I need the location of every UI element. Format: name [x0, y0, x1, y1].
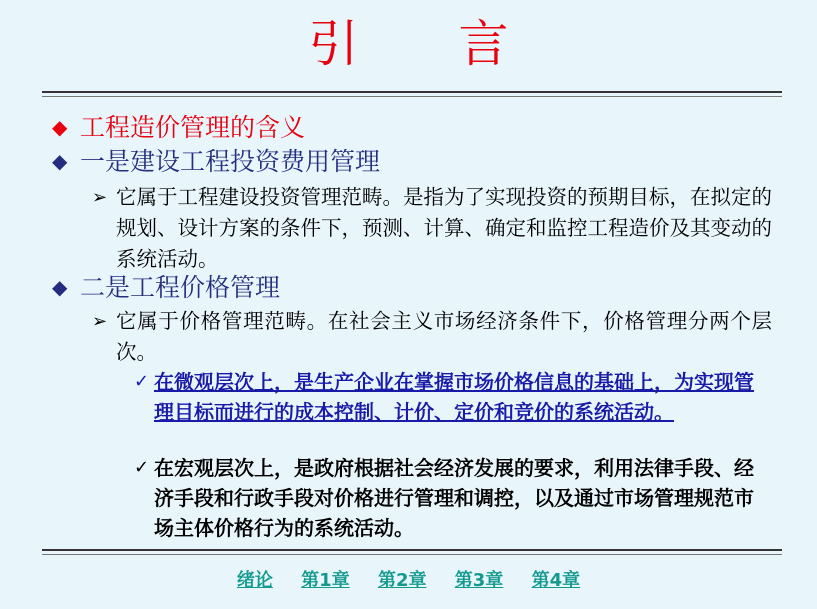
bottom-divider: [42, 549, 782, 551]
point-investment-management: [52, 146, 380, 177]
micro-level-link[interactable]: [134, 367, 760, 427]
bottom-divider-thin: [42, 554, 782, 555]
nav-link-chapter-3[interactable]: 第3章: [454, 570, 504, 591]
diamond-bullet-icon: ◆: [52, 115, 68, 139]
diamond-bullet-icon: ◆: [52, 275, 68, 299]
heading-meaning: [52, 112, 305, 143]
point-text: 二是工程价格管理: [80, 273, 281, 302]
price-detail: [92, 306, 772, 368]
heading-text: 工程造价管理的含义: [80, 113, 306, 142]
micro-level-text[interactable]: 在微观层次上，是生产企业在掌握市场价格信息的基础上，为实现管理目标而进行的成本控制、计价、定价和竞价的系统活动。: [154, 370, 754, 424]
diamond-bullet-icon: ◆: [52, 149, 68, 173]
top-divider-thin: [42, 96, 782, 97]
arrow-bullet-icon: ➢: [92, 311, 108, 332]
macro-level-item: [134, 453, 760, 543]
nav-link-chapter-1[interactable]: 第1章: [301, 570, 350, 591]
nav-link-chapter-4[interactable]: 第4章: [531, 570, 581, 591]
top-divider: [42, 91, 782, 93]
nav-link-chapter-2[interactable]: 第2章: [377, 570, 427, 591]
investment-detail: [92, 182, 772, 275]
nav-link-intro[interactable]: 绪论: [236, 570, 273, 591]
check-icon: ✓: [134, 457, 150, 478]
detail-text: 它属于价格管理范畴。在社会主义市场经济条件下，价格管理分两个层次。: [116, 309, 772, 364]
arrow-bullet-icon: ➢: [92, 187, 108, 208]
macro-level-text: 在宏观层次上，是政府根据社会经济发展的要求，利用法律手段、经济手段和行政手段对价格进行管理和调控，以及通过市场管理规范市场主体价格行为的系统活动。: [154, 456, 754, 540]
chapter-nav: [0, 566, 817, 592]
point-text: 一是建设工程投资费用管理: [80, 147, 381, 176]
detail-text: 它属于工程建设投资管理范畴。是指为了实现投资的预期目标，在拟定的规划、设计方案的条件下，预测、计算、确定和监控工程造价及其变动的系统活动。: [116, 185, 772, 271]
slide-title: 引 言: [308, 15, 551, 73]
check-icon: ✓: [134, 371, 150, 392]
point-price-management: [52, 272, 280, 303]
